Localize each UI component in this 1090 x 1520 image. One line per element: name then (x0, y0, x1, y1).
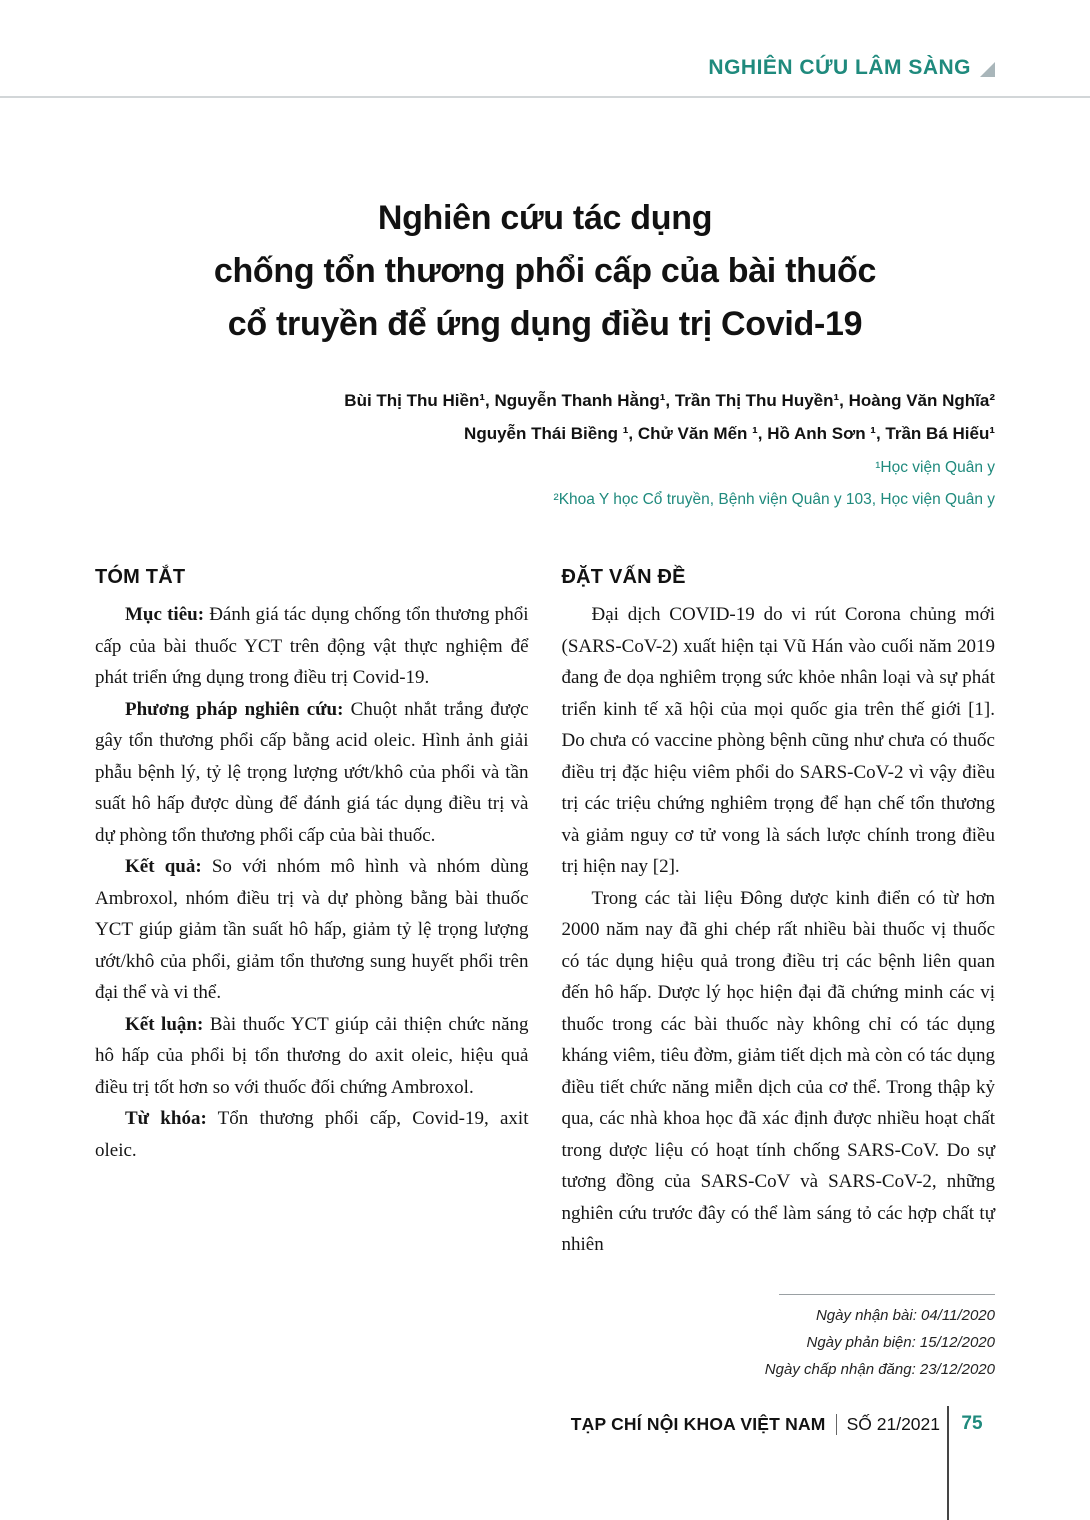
authors-line-2: Nguyễn Thái Biềng ¹, Chử Văn Mến ¹, Hồ Anh Sơn ¹, Trần Bá Hiếu¹ (464, 424, 995, 443)
submission-dates (595, 1302, 995, 1383)
affiliation-2: ²Khoa Y học Cổ truyền, Bệnh viện Quân y 103, Học viện Quân y (553, 491, 995, 508)
paragraph-label: Từ khóa: (125, 1108, 207, 1129)
authors-block (175, 384, 995, 450)
abstract-paragraph-conclusion (95, 1009, 529, 1104)
date-reviewed: Ngày phản biện: 15/12/2020 (806, 1334, 995, 1351)
paragraph-text: Đánh giá tác dụng chống tổn thương phổi cấp của bài thuốc YCT trên động vật thực nghiệm để phát triển ứng dụng trong điều trị Covid-19. (95, 604, 529, 688)
paragraph-label: Kết quả: (125, 856, 202, 877)
article-title-line-2: chống tổn thương phổi cấp của bài thuốc (213, 252, 877, 290)
affiliations-block (175, 452, 995, 516)
abstract-heading: TÓM TẮT (95, 566, 186, 588)
article-title-line-1: Nghiên cứu tác dụng (377, 199, 713, 237)
dates-divider (779, 1294, 995, 1295)
paragraph-text: Bài thuốc YCT giúp cải thiện chức năng hô hấp của phổi bị tổn thương do axit oleic, hiệu quả điều trị tốt hơn so với thuốc đối chứng Ambroxol. (95, 1013, 529, 1098)
header-divider (0, 96, 1090, 98)
paragraph-text: Tổn thương phổi cấp, Covid-19, axit oleic. (95, 1108, 529, 1161)
abstract-paragraph-keywords (95, 1103, 529, 1166)
affiliation-1: ¹Học viện Quân y (875, 459, 995, 476)
abstract-section (95, 566, 529, 1261)
introduction-section (562, 566, 996, 1261)
abstract-paragraph-methods (95, 694, 529, 852)
introduction-heading: ĐẶT VẤN ĐỀ (561, 566, 686, 588)
date-accepted: Ngày chấp nhận đăng: 23/12/2020 (764, 1361, 995, 1378)
paragraph-label: Mục tiêu: (125, 604, 205, 625)
introduction-paragraph-2: Trong các tài liệu Đông dược kinh điển có từ hơn 2000 năm nay đã ghi chép rất nhiều bài thuốc vị thuốc có tác dụng hiệu quả trong điều trị các bệnh liên quan đến hô hấp. Dược lý học hiện đại đã chứng minh các vị thuốc trong các bài thuốc này không chỉ có tác dụng kháng viêm, tiêu đờm, giảm tiết dịch mà còn có tác dụng điều tiết chức năng miễn dịch của cơ thể. Trong thập kỷ qua, các nhà khoa học đã xác định được nhiều hoạt chất trong dược liệu có hoạt tính chống SARS-CoV. Do sự tương đồng của SARS-CoV và SARS-CoV-2, những nghiên cứu trước đây có thể làm sáng tỏ các hợp chất tự nhiên (561, 887, 995, 1255)
journal-name: TẠP CHÍ NỘI KHOA VIỆT NAM (570, 1414, 826, 1434)
article-title (0, 192, 1090, 351)
paragraph-text: Chuột nhắt trắng được gây tổn thương phổi cấp bằng acid oleic. Hình ảnh giải phẫu bệnh lý, tỷ lệ trọng lượng ướt/khô của phổi và tần suất hô hấp được dùng để đánh giá tác dụng điều trị và dự phòng tổn thương phổi cấp của bài thuốc. (95, 698, 529, 846)
section-header-label: NGHIÊN CỨU LÂM SÀNG (708, 56, 971, 79)
paragraph-label: Phương pháp nghiên cứu: (125, 698, 344, 720)
abstract-paragraph-results (95, 851, 529, 1009)
section-header (708, 56, 995, 80)
paragraph-text: So với nhóm mô hình và nhóm dùng Ambroxol, nhóm điều trị và dự phòng bằng bài thuốc YCT giúp giảm tần suất hô hấp, giảm tỷ lệ trọng lượng ướt/khô của phổi, giảm tổn thương sung huyết phổi trên đại thể và vi thể. (95, 856, 529, 1003)
journal-footer (571, 1414, 940, 1435)
paragraph-label: Kết luận: (125, 1013, 204, 1035)
abstract-paragraph-objective (95, 599, 529, 694)
introduction-paragraph-1: Đại dịch COVID-19 do vi rút Corona chủng mới (SARS-CoV-2) xuất hiện tại Vũ Hán vào cuối năm 2019 đang đe dọa nghiêm trọng sức khỏe nhân loại và sự phát triển kinh tế xã hội của mọi quốc gia trên thế giới [1]. Do chưa có vaccine phòng bệnh cũng như chưa có thuốc điều trị đặc hiệu viêm phổi do SARS-CoV-2 vì vậy điều trị các triệu chứng nghiêm trọng để hạn chế tổn thương và giảm nguy cơ tử vong là sách lược chính trong điều trị hiện nay [2]. (561, 604, 995, 877)
issue-number: SỐ 21/2021 (836, 1414, 940, 1435)
body-columns (95, 566, 995, 1261)
article-title-line-3: cổ truyền để ứng dụng điều trị Covid-19 (227, 305, 863, 343)
corner-triangle-icon (980, 62, 995, 77)
date-received: Ngày nhận bài: 04/11/2020 (815, 1307, 995, 1324)
authors-line-1: Bùi Thị Thu Hiền¹, Nguyễn Thanh Hằng¹, Trần Thị Thu Huyền¹, Hoàng Văn Nghĩa² (344, 391, 995, 410)
page-number: 75 (961, 1413, 983, 1434)
